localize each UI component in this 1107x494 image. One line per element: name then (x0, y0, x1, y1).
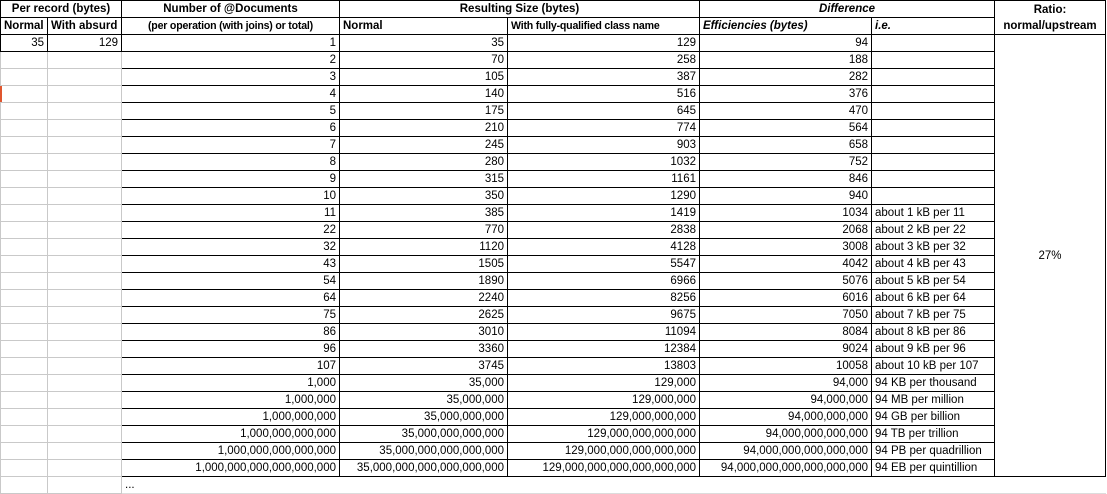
empty-cell[interactable] (48, 307, 122, 324)
efficiency-cell[interactable]: 94,000,000,000,000,000 (700, 443, 872, 460)
docs-count-cell[interactable]: 54 (122, 273, 340, 290)
efficiency-cell[interactable]: 94,000 (700, 375, 872, 392)
ie-cell[interactable]: about 4 kB per 43 (872, 256, 995, 273)
group-header-row (0, 0, 1106, 18)
table-row (0, 52, 1106, 69)
empty-cell[interactable] (0, 273, 48, 290)
size-normal-cell[interactable]: 1890 (340, 273, 508, 290)
size-normal-cell[interactable]: 1120 (340, 239, 508, 256)
docs-count-cell[interactable]: 1,000,000,000 (122, 409, 340, 426)
docs-count-cell[interactable]: 7 (122, 137, 340, 154)
docs-count-cell[interactable]: 9 (122, 171, 340, 188)
ie-cell[interactable] (872, 120, 995, 137)
empty-cell[interactable] (48, 188, 122, 205)
docs-count-cell[interactable]: 10 (122, 188, 340, 205)
size-normal-cell[interactable]: 770 (340, 222, 508, 239)
efficiency-cell[interactable]: 470 (700, 103, 872, 120)
ellipsis-cell[interactable]: ... (122, 477, 340, 494)
empty-cell[interactable] (48, 341, 122, 358)
table-row (0, 426, 1106, 443)
empty-cell[interactable] (48, 375, 122, 392)
size-fq-cell[interactable]: 516 (508, 86, 700, 103)
size-fq-cell[interactable]: 9675 (508, 307, 700, 324)
size-normal-cell[interactable]: 35,000,000,000,000,000 (340, 443, 508, 460)
size-fq-cell[interactable]: 129,000 (508, 375, 700, 392)
size-fq-cell[interactable]: 1032 (508, 154, 700, 171)
size-fq-cell[interactable]: 11094 (508, 324, 700, 341)
header-documents[interactable]: Number of @Documents (122, 0, 340, 18)
ie-cell[interactable]: about 9 kB per 96 (872, 341, 995, 358)
size-fq-cell[interactable]: 4128 (508, 239, 700, 256)
table-row (0, 222, 1106, 239)
table-row (0, 120, 1106, 137)
ie-cell[interactable]: 94 TB per trillion (872, 426, 995, 443)
header-ratio-line2: normal/upstream (1003, 19, 1097, 32)
docs-count-cell[interactable]: 32 (122, 239, 340, 256)
empty-cell[interactable] (48, 137, 122, 154)
ie-cell[interactable] (872, 137, 995, 154)
efficiency-cell[interactable]: 9024 (700, 341, 872, 358)
size-normal-cell[interactable]: 70 (340, 52, 508, 69)
table-row (0, 239, 1106, 256)
ie-cell[interactable] (872, 154, 995, 171)
empty-cell[interactable] (0, 256, 48, 273)
empty-cell[interactable] (48, 324, 122, 341)
size-fq-cell[interactable]: 5547 (508, 256, 700, 273)
empty-cell[interactable] (48, 205, 122, 222)
size-normal-cell[interactable]: 35,000 (340, 375, 508, 392)
empty-cell[interactable] (0, 188, 48, 205)
table-row (0, 188, 1106, 205)
efficiency-cell[interactable]: 564 (700, 120, 872, 137)
size-fq-cell[interactable]: 774 (508, 120, 700, 137)
ie-cell[interactable] (872, 86, 995, 103)
empty-cell[interactable] (0, 443, 48, 460)
empty-cell[interactable] (48, 409, 122, 426)
per-record-absurd-value[interactable]: 129 (48, 35, 122, 52)
table-row (0, 256, 1106, 273)
size-normal-cell[interactable]: 35,000,000,000,000,000,000 (340, 460, 508, 477)
table-row (0, 409, 1106, 426)
empty-cell[interactable] (48, 52, 122, 69)
efficiency-cell[interactable]: 94,000,000,000 (700, 409, 872, 426)
empty-cell[interactable] (0, 460, 48, 477)
empty-cell[interactable] (0, 392, 48, 409)
docs-count-cell[interactable]: 1 (122, 35, 340, 52)
docs-count-cell[interactable]: 107 (122, 358, 340, 375)
ratio-value-cell[interactable]: 27% (995, 35, 1106, 477)
ie-cell[interactable]: 94 EB per quintillion (872, 460, 995, 477)
empty-cell[interactable] (48, 239, 122, 256)
table-row (0, 375, 1106, 392)
efficiency-cell[interactable]: 8084 (700, 324, 872, 341)
empty-cell[interactable] (0, 120, 48, 137)
empty-cell[interactable] (508, 477, 700, 494)
size-fq-cell[interactable]: 645 (508, 103, 700, 120)
size-fq-cell[interactable]: 1419 (508, 205, 700, 222)
docs-count-cell[interactable]: 75 (122, 307, 340, 324)
docs-count-cell[interactable]: 2 (122, 52, 340, 69)
size-normal-cell[interactable]: 1505 (340, 256, 508, 273)
empty-cell[interactable] (48, 460, 122, 477)
table-row (0, 137, 1106, 154)
ie-cell[interactable]: 94 KB per thousand (872, 375, 995, 392)
size-fq-cell[interactable]: 12384 (508, 341, 700, 358)
efficiency-cell[interactable]: 940 (700, 188, 872, 205)
subheader-ie[interactable]: i.e. (872, 18, 995, 35)
table-row (0, 205, 1106, 222)
header-resulting-size[interactable]: Resulting Size (bytes) (340, 0, 700, 18)
empty-cell[interactable] (48, 171, 122, 188)
empty-cell[interactable] (48, 154, 122, 171)
header-ratio[interactable] (995, 0, 1106, 35)
size-fq-cell[interactable]: 258 (508, 52, 700, 69)
size-fq-cell[interactable]: 1290 (508, 188, 700, 205)
empty-cell[interactable] (0, 341, 48, 358)
empty-cell[interactable] (48, 477, 122, 494)
ie-cell[interactable]: about 3 kB per 32 (872, 239, 995, 256)
table-header (0, 0, 1106, 35)
empty-cell[interactable] (48, 443, 122, 460)
ie-cell[interactable]: about 1 kB per 11 (872, 205, 995, 222)
table-row (0, 171, 1106, 188)
empty-cell[interactable] (0, 324, 48, 341)
efficiency-cell[interactable]: 94 (700, 35, 872, 52)
size-normal-cell[interactable]: 2625 (340, 307, 508, 324)
ie-cell[interactable] (872, 52, 995, 69)
size-fq-cell[interactable]: 129,000,000 (508, 392, 700, 409)
empty-cell[interactable] (0, 307, 48, 324)
size-normal-cell[interactable]: 3360 (340, 341, 508, 358)
size-fq-cell[interactable]: 2838 (508, 222, 700, 239)
per-record-normal-value[interactable]: 35 (0, 35, 48, 52)
size-fq-cell[interactable]: 1161 (508, 171, 700, 188)
subheader-with-absurd[interactable]: With absurd (48, 18, 122, 35)
empty-cell[interactable] (48, 222, 122, 239)
table-footer (0, 477, 1106, 494)
empty-cell[interactable] (48, 358, 122, 375)
size-normal-cell[interactable]: 35 (340, 35, 508, 52)
ie-cell[interactable]: about 5 kB per 54 (872, 273, 995, 290)
empty-cell[interactable] (0, 375, 48, 392)
efficiency-cell[interactable]: 6016 (700, 290, 872, 307)
table-row (0, 290, 1106, 307)
size-normal-cell[interactable]: 3010 (340, 324, 508, 341)
efficiency-cell[interactable]: 188 (700, 52, 872, 69)
table-row (0, 69, 1106, 86)
empty-cell[interactable] (700, 477, 872, 494)
empty-cell[interactable] (48, 273, 122, 290)
docs-count-cell[interactable]: 1,000,000 (122, 392, 340, 409)
size-normal-cell[interactable]: 385 (340, 205, 508, 222)
docs-count-cell[interactable]: 96 (122, 341, 340, 358)
docs-count-cell[interactable]: 8 (122, 154, 340, 171)
empty-cell[interactable] (48, 120, 122, 137)
size-normal-cell[interactable]: 175 (340, 103, 508, 120)
ie-cell[interactable]: 94 MB per million (872, 392, 995, 409)
empty-cell[interactable] (48, 392, 122, 409)
empty-cell[interactable] (48, 290, 122, 307)
empty-cell[interactable] (48, 69, 122, 86)
docs-count-cell[interactable]: 3 (122, 69, 340, 86)
empty-cell[interactable] (0, 222, 48, 239)
empty-cell[interactable] (0, 477, 48, 494)
efficiency-cell[interactable]: 94,000,000,000,000,000,000 (700, 460, 872, 477)
docs-count-cell[interactable]: 1,000,000,000,000,000 (122, 443, 340, 460)
empty-cell[interactable] (48, 426, 122, 443)
ie-cell[interactable]: 94 GB per billion (872, 409, 995, 426)
empty-cell[interactable] (0, 409, 48, 426)
size-normal-cell[interactable]: 280 (340, 154, 508, 171)
size-fq-cell[interactable]: 129 (508, 35, 700, 52)
ellipsis-row (0, 477, 1106, 494)
size-normal-cell[interactable]: 210 (340, 120, 508, 137)
left-edge-marker (0, 86, 2, 102)
efficiency-cell[interactable]: 5076 (700, 273, 872, 290)
size-fq-cell[interactable]: 8256 (508, 290, 700, 307)
subheader-with-fq[interactable]: With fully-qualified class name (508, 18, 700, 35)
empty-cell[interactable] (0, 52, 48, 69)
subheader-normal[interactable]: Normal (0, 18, 48, 35)
empty-cell[interactable] (0, 205, 48, 222)
docs-count-cell[interactable]: 1,000,000,000,000,000,000 (122, 460, 340, 477)
size-fq-cell[interactable]: 13803 (508, 358, 700, 375)
empty-cell[interactable] (0, 103, 48, 120)
empty-cell[interactable] (0, 426, 48, 443)
size-fq-cell[interactable]: 129,000,000,000,000,000 (508, 443, 700, 460)
efficiency-cell[interactable]: 376 (700, 86, 872, 103)
ie-cell[interactable] (872, 171, 995, 188)
ie-cell[interactable]: about 6 kB per 64 (872, 290, 995, 307)
empty-cell[interactable] (995, 477, 1106, 494)
efficiency-cell[interactable]: 4042 (700, 256, 872, 273)
size-normal-cell[interactable]: 140 (340, 86, 508, 103)
size-fq-cell[interactable]: 129,000,000,000,000,000,000 (508, 460, 700, 477)
table-row (0, 86, 1106, 103)
size-normal-cell[interactable]: 3745 (340, 358, 508, 375)
efficiency-cell[interactable]: 752 (700, 154, 872, 171)
table-row (0, 460, 1106, 477)
empty-cell[interactable] (0, 69, 48, 86)
docs-count-cell[interactable]: 6 (122, 120, 340, 137)
subheader-documents-detail[interactable]: (per operation (with joins) or total) (122, 18, 340, 35)
empty-cell[interactable] (48, 86, 122, 103)
table-row (0, 154, 1106, 171)
efficiency-cell[interactable]: 94,000,000,000,000 (700, 426, 872, 443)
efficiency-cell[interactable]: 846 (700, 171, 872, 188)
efficiency-cell[interactable]: 3008 (700, 239, 872, 256)
size-normal-cell[interactable]: 105 (340, 69, 508, 86)
table-row (0, 443, 1106, 460)
table-row (0, 324, 1106, 341)
empty-cell[interactable] (0, 137, 48, 154)
empty-cell[interactable] (0, 171, 48, 188)
table-row (0, 35, 1106, 52)
size-normal-cell[interactable]: 35,000,000,000 (340, 409, 508, 426)
docs-count-cell[interactable]: 43 (122, 256, 340, 273)
size-normal-cell[interactable]: 35,000,000,000,000 (340, 426, 508, 443)
docs-count-cell[interactable]: 5 (122, 103, 340, 120)
header-per-record[interactable]: Per record (bytes) (0, 0, 122, 18)
efficiency-cell[interactable]: 658 (700, 137, 872, 154)
ie-cell[interactable]: about 10 kB per 107 (872, 358, 995, 375)
docs-count-cell[interactable]: 86 (122, 324, 340, 341)
subheader-efficiencies[interactable]: Efficiencies (bytes) (700, 18, 872, 35)
ie-cell[interactable]: about 8 kB per 86 (872, 324, 995, 341)
size-fq-cell[interactable]: 387 (508, 69, 700, 86)
sub-header-row (0, 18, 1106, 35)
ie-cell[interactable] (872, 35, 995, 52)
ie-cell[interactable] (872, 188, 995, 205)
header-ratio-line1: Ratio: (1033, 3, 1067, 16)
table-row (0, 358, 1106, 375)
docs-count-cell[interactable]: 1,000,000,000,000 (122, 426, 340, 443)
table-row (0, 341, 1106, 358)
subheader-resulting-normal[interactable]: Normal (340, 18, 508, 35)
table-row (0, 103, 1106, 120)
table-row (0, 307, 1106, 324)
efficiency-cell[interactable]: 7050 (700, 307, 872, 324)
empty-cell[interactable] (0, 239, 48, 256)
docs-count-cell[interactable]: 1,000 (122, 375, 340, 392)
size-fq-cell[interactable]: 6966 (508, 273, 700, 290)
header-difference[interactable]: Difference (700, 0, 995, 18)
ie-cell[interactable]: 94 PB per quadrillion (872, 443, 995, 460)
size-normal-cell[interactable]: 245 (340, 137, 508, 154)
table-row (0, 273, 1106, 290)
size-normal-cell[interactable]: 350 (340, 188, 508, 205)
docs-count-cell[interactable]: 22 (122, 222, 340, 239)
size-normal-cell[interactable]: 35,000,000 (340, 392, 508, 409)
ie-cell[interactable] (872, 103, 995, 120)
docs-count-cell[interactable]: 64 (122, 290, 340, 307)
empty-cell[interactable] (0, 290, 48, 307)
size-fq-cell[interactable]: 129,000,000,000 (508, 409, 700, 426)
ie-cell[interactable]: about 2 kB per 22 (872, 222, 995, 239)
size-normal-cell[interactable]: 2240 (340, 290, 508, 307)
size-fq-cell[interactable]: 903 (508, 137, 700, 154)
table-row (0, 392, 1106, 409)
size-normal-cell[interactable]: 315 (340, 171, 508, 188)
empty-cell[interactable] (48, 256, 122, 273)
efficiency-cell[interactable]: 2068 (700, 222, 872, 239)
ie-cell[interactable] (872, 69, 995, 86)
empty-cell[interactable] (0, 154, 48, 171)
size-fq-cell[interactable]: 129,000,000,000,000 (508, 426, 700, 443)
empty-cell[interactable] (0, 358, 48, 375)
efficiency-cell[interactable]: 10058 (700, 358, 872, 375)
ie-cell[interactable]: about 7 kB per 75 (872, 307, 995, 324)
docs-count-cell[interactable]: 11 (122, 205, 340, 222)
efficiency-cell[interactable]: 1034 (700, 205, 872, 222)
efficiency-cell[interactable]: 282 (700, 69, 872, 86)
table-body (0, 35, 1106, 477)
empty-cell[interactable] (872, 477, 995, 494)
empty-cell[interactable] (340, 477, 508, 494)
empty-cell[interactable] (48, 103, 122, 120)
efficiency-cell[interactable]: 94,000,000 (700, 392, 872, 409)
empty-cell[interactable] (0, 86, 48, 103)
docs-count-cell[interactable]: 4 (122, 86, 340, 103)
